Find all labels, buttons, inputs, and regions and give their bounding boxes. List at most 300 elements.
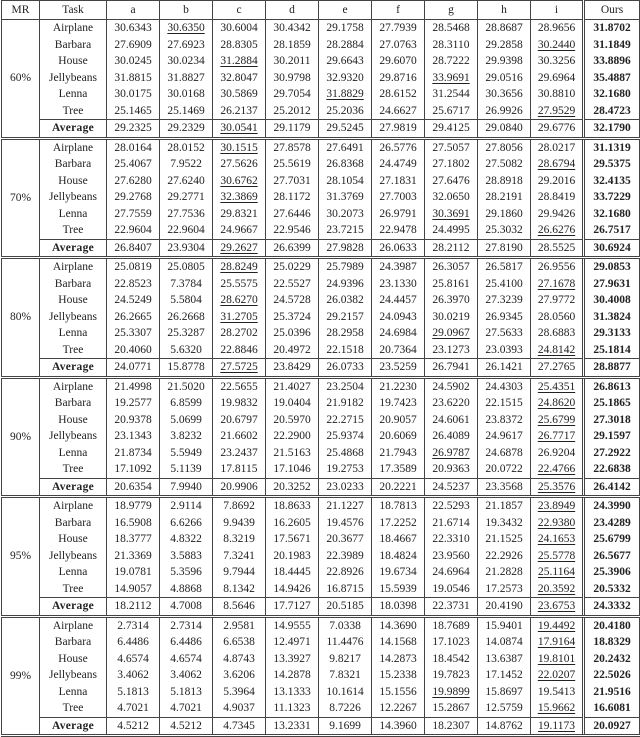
- second-best-value: 23.6753: [537, 600, 576, 612]
- value-cell: 28.2191: [478, 189, 531, 206]
- ours-value-cell: 20.2432: [584, 651, 640, 668]
- value-cell: 17.1092: [107, 461, 160, 478]
- value-cell: 17.7127: [266, 598, 319, 617]
- value-cell: 26.1421: [478, 359, 531, 378]
- value-cell: 27.1831: [372, 173, 425, 190]
- value-cell: [425, 70, 478, 87]
- value-cell: 29.6643: [319, 53, 372, 70]
- value-cell: 18.9779: [107, 497, 160, 515]
- task-cell: House: [40, 531, 107, 548]
- ours-value-cell: 33.8896: [584, 53, 640, 70]
- second-best-value: 19.8101: [537, 652, 576, 665]
- value-cell: 21.2828: [478, 564, 531, 581]
- value-cell: 9.7944: [213, 564, 266, 581]
- value-cell: 5.6320: [160, 342, 213, 359]
- value-cell: 27.5626: [213, 156, 266, 173]
- value-cell: 28.3110: [425, 37, 478, 54]
- value-cell: 21.7943: [372, 445, 425, 462]
- second-best-value: 17.9164: [537, 636, 576, 648]
- value-cell: 29.6964: [531, 70, 584, 87]
- value-cell: 26.0633: [372, 239, 425, 258]
- value-cell: 14.9555: [266, 616, 319, 634]
- value-cell: 26.5817: [478, 258, 531, 276]
- value-cell: 13.2331: [266, 717, 319, 736]
- value-cell: 32.8047: [213, 70, 266, 87]
- value-cell: 27.6240: [160, 173, 213, 190]
- table-row: [2, 138, 640, 156]
- value-cell: 28.0164: [107, 138, 160, 156]
- second-best-value: 26.7717: [537, 430, 576, 442]
- value-cell: 29.2325: [107, 120, 160, 139]
- ours-value-cell: 23.4289: [584, 515, 640, 532]
- table-row: [2, 189, 640, 206]
- value-cell: 27.3239: [478, 292, 531, 309]
- value-cell: 25.2012: [266, 103, 319, 120]
- value-cell: 17.1046: [266, 461, 319, 478]
- value-cell: 4.8322: [160, 531, 213, 548]
- value-cell: [531, 531, 584, 548]
- value-cell: 24.4457: [372, 292, 425, 309]
- value-cell: 28.0217: [531, 138, 584, 156]
- value-cell: [213, 138, 266, 156]
- value-cell: 21.5163: [266, 445, 319, 462]
- value-cell: 23.7215: [319, 222, 372, 239]
- table-row: [2, 515, 640, 532]
- value-cell: 20.6797: [213, 412, 266, 429]
- value-cell: 25.0229: [266, 258, 319, 276]
- ours-value-cell: 22.6838: [584, 461, 640, 478]
- value-cell: 32.0650: [425, 189, 478, 206]
- value-cell: 30.0245: [107, 53, 160, 70]
- value-cell: 9.1699: [319, 717, 372, 736]
- task-cell: House: [40, 53, 107, 70]
- value-cell: 8.3219: [213, 531, 266, 548]
- value-cell: 30.0234: [160, 53, 213, 70]
- value-cell: 18.3777: [107, 531, 160, 548]
- value-cell: 25.4868: [319, 445, 372, 462]
- value-cell: 22.8846: [213, 342, 266, 359]
- value-cell: 29.4125: [425, 120, 478, 139]
- value-cell: 26.2137: [213, 103, 266, 120]
- value-cell: 29.0840: [478, 120, 531, 139]
- value-cell: 22.9546: [266, 222, 319, 239]
- value-cell: 29.7054: [266, 86, 319, 103]
- value-cell: 24.0771: [107, 359, 160, 378]
- value-cell: 31.8815: [107, 70, 160, 87]
- value-cell: 21.8734: [107, 445, 160, 462]
- task-cell: Jellybeans: [40, 428, 107, 445]
- value-cell: 30.5869: [213, 86, 266, 103]
- column-header-b: b: [160, 1, 213, 20]
- value-cell: 23.8372: [478, 412, 531, 429]
- table-row: [2, 37, 640, 54]
- ours-value-cell: 31.1849: [584, 37, 640, 54]
- value-cell: 28.7222: [425, 53, 478, 70]
- table-row: [2, 377, 640, 395]
- value-cell: 25.7989: [319, 258, 372, 276]
- task-cell: Lenna: [40, 86, 107, 103]
- value-cell: 13.3927: [266, 651, 319, 668]
- value-cell: 24.5728: [266, 292, 319, 309]
- value-cell: 30.3256: [531, 53, 584, 70]
- value-cell: 14.2873: [372, 651, 425, 668]
- value-cell: [213, 120, 266, 139]
- value-cell: 27.6923: [160, 37, 213, 54]
- task-cell: Average: [40, 239, 107, 258]
- second-best-value: 25.5778: [537, 549, 576, 562]
- value-cell: 21.4027: [266, 377, 319, 395]
- value-cell: 28.8687: [478, 20, 531, 37]
- value-cell: 4.5212: [107, 717, 160, 736]
- value-cell: 17.8115: [213, 461, 266, 478]
- value-cell: 23.2504: [319, 377, 372, 395]
- value-cell: 24.6061: [425, 412, 478, 429]
- ours-value-cell: 29.5375: [584, 156, 640, 173]
- task-cell: Airplane: [40, 258, 107, 276]
- value-cell: [213, 309, 266, 326]
- value-cell: 23.2437: [213, 445, 266, 462]
- second-best-value: 30.3691: [432, 207, 470, 220]
- average-row: [2, 478, 640, 497]
- value-cell: 27.6280: [107, 173, 160, 190]
- value-cell: 18.2112: [107, 598, 160, 617]
- value-cell: [531, 598, 584, 617]
- value-cell: 24.4749: [372, 156, 425, 173]
- second-best-value: 22.4766: [537, 463, 576, 475]
- value-cell: [531, 548, 584, 565]
- task-cell: Barbara: [40, 395, 107, 412]
- value-cell: 24.6984: [372, 325, 425, 342]
- task-cell: Average: [40, 359, 107, 378]
- ours-value-cell: 33.7229: [584, 189, 640, 206]
- task-cell: Lenna: [40, 206, 107, 223]
- value-cell: [531, 478, 584, 497]
- average-row: [2, 239, 640, 258]
- value-cell: 3.4062: [107, 667, 160, 684]
- value-cell: 3.6206: [213, 667, 266, 684]
- value-cell: 30.4342: [266, 20, 319, 37]
- value-cell: 21.5020: [160, 377, 213, 395]
- table-row: [2, 342, 640, 359]
- value-cell: 29.2157: [319, 309, 372, 326]
- value-cell: 29.8321: [213, 206, 266, 223]
- ours-value-cell: 20.5332: [584, 581, 640, 598]
- value-cell: 5.5804: [160, 292, 213, 309]
- value-cell: 5.5949: [160, 445, 213, 462]
- value-cell: 26.9926: [478, 103, 531, 120]
- value-cell: 27.8190: [478, 239, 531, 258]
- value-cell: 30.6343: [107, 20, 160, 37]
- value-cell: 31.3769: [319, 189, 372, 206]
- column-header-ours: Ours: [584, 1, 640, 20]
- value-cell: 18.8633: [266, 497, 319, 515]
- value-cell: 19.2577: [107, 395, 160, 412]
- value-cell: 8.1342: [213, 581, 266, 598]
- value-cell: 7.8321: [319, 667, 372, 684]
- value-cell: 17.2252: [372, 515, 425, 532]
- value-cell: 23.9560: [425, 548, 478, 565]
- value-cell: 25.3032: [478, 222, 531, 239]
- value-cell: 25.0819: [107, 258, 160, 276]
- value-cell: 20.4190: [478, 598, 531, 617]
- value-cell: 19.9832: [213, 395, 266, 412]
- value-cell: 7.9522: [160, 156, 213, 173]
- value-cell: 25.3287: [160, 325, 213, 342]
- value-cell: 26.8368: [319, 156, 372, 173]
- value-cell: 14.8762: [478, 717, 531, 736]
- value-cell: 26.9556: [531, 258, 584, 276]
- second-best-value: 28.6270: [220, 294, 258, 306]
- value-cell: 26.3970: [425, 292, 478, 309]
- task-cell: Lenna: [40, 325, 107, 342]
- ours-value-cell: 20.0927: [584, 717, 640, 736]
- value-cell: 23.1273: [425, 342, 478, 359]
- value-cell: 30.2011: [266, 53, 319, 70]
- value-cell: 27.9828: [319, 239, 372, 258]
- value-cell: 18.4667: [372, 531, 425, 548]
- value-cell: 30.8810: [531, 86, 584, 103]
- value-cell: 28.2958: [319, 325, 372, 342]
- value-cell: 26.8407: [107, 239, 160, 258]
- value-cell: 22.1515: [478, 395, 531, 412]
- value-cell: [425, 445, 478, 462]
- second-best-value: 24.8620: [537, 397, 576, 409]
- second-best-value: 27.9529: [537, 104, 576, 117]
- value-cell: 4.5212: [160, 717, 213, 736]
- value-cell: 25.3307: [107, 325, 160, 342]
- value-cell: 14.3690: [372, 616, 425, 634]
- value-cell: [531, 700, 584, 717]
- task-cell: Lenna: [40, 445, 107, 462]
- task-cell: Tree: [40, 342, 107, 359]
- second-best-value: 33.9691: [432, 71, 470, 84]
- value-cell: 22.1518: [319, 342, 372, 359]
- value-cell: 22.2926: [478, 548, 531, 565]
- value-cell: 22.9604: [160, 222, 213, 239]
- second-best-value: 19.4492: [537, 619, 576, 632]
- value-cell: 21.1857: [478, 497, 531, 515]
- value-cell: 24.6627: [372, 103, 425, 120]
- value-cell: 3.5883: [160, 548, 213, 565]
- value-cell: 26.5776: [372, 138, 425, 156]
- value-cell: 19.3432: [478, 515, 531, 532]
- value-cell: [531, 428, 584, 445]
- value-cell: 18.4824: [372, 548, 425, 565]
- value-cell: 19.6734: [372, 564, 425, 581]
- value-cell: [319, 86, 372, 103]
- value-cell: 2.9114: [160, 497, 213, 515]
- value-cell: 20.1983: [266, 548, 319, 565]
- value-cell: 7.8692: [213, 497, 266, 515]
- table-row: [2, 325, 640, 342]
- value-cell: 24.6964: [425, 564, 478, 581]
- second-best-value: 20.3592: [537, 582, 576, 595]
- value-cell: 27.2765: [531, 359, 584, 378]
- value-cell: 16.5908: [107, 515, 160, 532]
- value-cell: 4.7345: [213, 717, 266, 736]
- value-cell: [531, 222, 584, 239]
- value-cell: 25.1469: [160, 103, 213, 120]
- value-cell: 28.5468: [425, 20, 478, 37]
- value-cell: 5.3964: [213, 684, 266, 701]
- value-cell: 17.5671: [266, 531, 319, 548]
- task-cell: House: [40, 651, 107, 668]
- value-cell: 19.0781: [107, 564, 160, 581]
- value-cell: 6.4486: [107, 634, 160, 651]
- value-cell: 27.7003: [372, 189, 425, 206]
- value-cell: 27.6909: [107, 37, 160, 54]
- value-cell: 4.7021: [107, 700, 160, 717]
- value-cell: 29.2329: [160, 120, 213, 139]
- table-row: [2, 103, 640, 120]
- value-cell: 24.9396: [319, 276, 372, 293]
- ours-value-cell: 25.3906: [584, 564, 640, 581]
- value-cell: 30.0175: [107, 86, 160, 103]
- second-best-value: 19.1173: [538, 719, 575, 732]
- table-row: [2, 684, 640, 701]
- value-cell: 24.6878: [478, 445, 531, 462]
- value-cell: 21.6602: [213, 428, 266, 445]
- value-cell: 15.1556: [372, 684, 425, 701]
- value-cell: 28.2884: [319, 37, 372, 54]
- ours-value-cell: 31.8702: [584, 20, 640, 37]
- value-cell: 23.6220: [425, 395, 478, 412]
- value-cell: 7.3241: [213, 548, 266, 565]
- second-best-value: 26.6276: [537, 224, 576, 236]
- value-cell: 20.9363: [425, 461, 478, 478]
- value-cell: 21.2230: [372, 377, 425, 395]
- table-row: [2, 20, 640, 37]
- value-cell: 26.2668: [160, 309, 213, 326]
- value-cell: 4.8868: [160, 581, 213, 598]
- ours-value-cell: 27.3018: [584, 412, 640, 429]
- value-cell: 28.5525: [531, 239, 584, 258]
- value-cell: 28.1859: [266, 37, 319, 54]
- value-cell: [425, 206, 478, 223]
- second-best-value: 29.0967: [432, 327, 470, 339]
- task-cell: Airplane: [40, 616, 107, 634]
- value-cell: 28.0560: [531, 309, 584, 326]
- table-body: [2, 20, 640, 736]
- value-cell: 18.4445: [266, 564, 319, 581]
- value-cell: 17.3589: [372, 461, 425, 478]
- table-row: [2, 461, 640, 478]
- mr-cell: 70%: [2, 138, 40, 258]
- value-cell: 29.2768: [107, 189, 160, 206]
- mr-cell: 90%: [2, 377, 40, 497]
- value-cell: 26.4089: [425, 428, 478, 445]
- value-cell: 29.2016: [531, 173, 584, 190]
- value-cell: 24.4303: [478, 377, 531, 395]
- column-header-h: h: [478, 1, 531, 20]
- value-cell: 17.1023: [425, 634, 478, 651]
- value-cell: [213, 292, 266, 309]
- value-cell: 26.2665: [107, 309, 160, 326]
- value-cell: 19.7823: [425, 667, 478, 684]
- table-row: [2, 548, 640, 565]
- value-cell: 24.5249: [107, 292, 160, 309]
- value-cell: 15.9401: [478, 616, 531, 634]
- average-row: [2, 717, 640, 736]
- value-cell: 4.8743: [213, 651, 266, 668]
- second-best-value: 31.2705: [220, 310, 258, 323]
- value-cell: [213, 258, 266, 276]
- ours-value-cell: 29.3133: [584, 325, 640, 342]
- task-cell: Barbara: [40, 634, 107, 651]
- value-cell: 10.1614: [319, 684, 372, 701]
- value-cell: [213, 239, 266, 258]
- task-cell: Jellybeans: [40, 548, 107, 565]
- ours-value-cell: 26.7517: [584, 222, 640, 239]
- task-cell: Average: [40, 120, 107, 139]
- value-cell: 14.1568: [372, 634, 425, 651]
- value-cell: [531, 616, 584, 634]
- ours-value-cell: 29.0853: [584, 258, 640, 276]
- table-row: [2, 700, 640, 717]
- ours-value-cell: 26.5677: [584, 548, 640, 565]
- value-cell: 27.1802: [425, 156, 478, 173]
- value-cell: [213, 53, 266, 70]
- value-cell: [531, 651, 584, 668]
- value-cell: 29.9398: [478, 53, 531, 70]
- value-cell: 15.2867: [425, 700, 478, 717]
- table-row: [2, 497, 640, 515]
- value-cell: 19.0404: [266, 395, 319, 412]
- table-row: [2, 428, 640, 445]
- value-cell: [160, 20, 213, 37]
- second-best-value: 15.9662: [537, 702, 576, 714]
- ours-value-cell: 32.1680: [584, 86, 640, 103]
- value-cell: [531, 667, 584, 684]
- second-best-value: 25.1164: [538, 566, 575, 578]
- value-cell: 18.7689: [425, 616, 478, 634]
- ours-value-cell: 28.8877: [584, 359, 640, 378]
- second-best-value: 28.8249: [220, 261, 258, 273]
- value-cell: 29.1179: [266, 120, 319, 139]
- value-cell: 14.3960: [372, 717, 425, 736]
- ours-value-cell: 30.6924: [584, 239, 640, 258]
- table-row: [2, 173, 640, 190]
- value-cell: 19.7423: [372, 395, 425, 412]
- value-cell: [531, 497, 584, 515]
- value-cell: 30.2073: [319, 206, 372, 223]
- value-cell: 6.6266: [160, 515, 213, 532]
- ours-value-cell: 18.8329: [584, 634, 640, 651]
- value-cell: 28.2112: [425, 239, 478, 258]
- task-cell: Airplane: [40, 138, 107, 156]
- value-cell: 5.1139: [160, 461, 213, 478]
- value-cell: 25.5619: [266, 156, 319, 173]
- value-cell: 28.0152: [160, 138, 213, 156]
- second-best-value: 24.1653: [537, 533, 576, 545]
- value-cell: 20.5970: [266, 412, 319, 429]
- task-cell: House: [40, 173, 107, 190]
- task-cell: Jellybeans: [40, 309, 107, 326]
- value-cell: 27.5057: [425, 138, 478, 156]
- value-cell: 25.2036: [319, 103, 372, 120]
- task-cell: Average: [40, 598, 107, 617]
- table-row: [2, 564, 640, 581]
- table-row: [2, 53, 640, 70]
- value-cell: 19.5413: [531, 684, 584, 701]
- value-cell: [531, 37, 584, 54]
- value-cell: 5.1813: [160, 684, 213, 701]
- value-cell: 20.6069: [372, 428, 425, 445]
- value-cell: 9.8217: [319, 651, 372, 668]
- ours-value-cell: 32.1790: [584, 120, 640, 139]
- value-cell: 25.6717: [425, 103, 478, 120]
- value-cell: 22.2715: [319, 412, 372, 429]
